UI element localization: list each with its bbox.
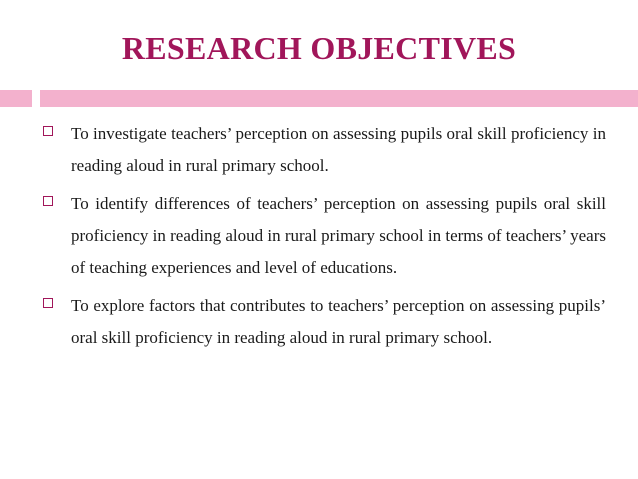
accent-bar-right	[40, 90, 638, 107]
square-bullet-icon	[43, 196, 53, 206]
objectives-list	[0, 118, 638, 360]
square-bullet-icon	[43, 126, 53, 136]
objective-item-2	[0, 188, 638, 284]
slide-title: RESEARCH OBJECTIVES	[121, 30, 517, 66]
objective-text: To identify differences of teachers’ perception on assessing pupils oral skill proficiency in reading aloud in rural primary school in terms of teachers’ years of teaching experiences and level of educations.	[71, 194, 606, 277]
objective-text: To explore factors that contributes to teachers’ perception on assessing pupils’ oral skill proficiency in reading aloud in rural primary school.	[71, 296, 606, 347]
accent-bar-left	[0, 90, 32, 107]
square-bullet-icon	[43, 298, 53, 308]
objective-item-3	[0, 290, 638, 354]
objective-item-1	[0, 118, 638, 182]
objective-text: To investigate teachers’ perception on assessing pupils oral skill proficiency in reading aloud in rural primary school.	[71, 124, 606, 175]
